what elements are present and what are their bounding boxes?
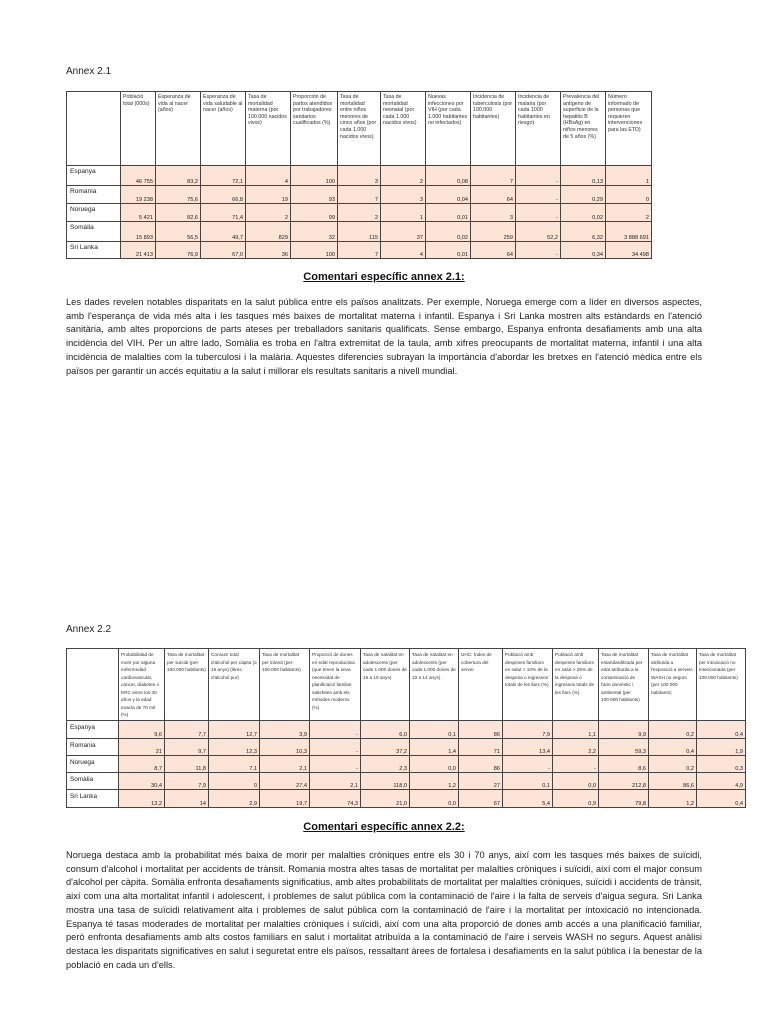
value-cell: 1,1: [553, 721, 599, 739]
annex-2-2-title: Annex 2.2: [66, 624, 112, 635]
value-cell: 27: [459, 773, 503, 790]
value-cell: 15 893: [121, 222, 156, 242]
column-header: Número informado de personas que requieren intervenciones para las ETD): [606, 92, 652, 166]
value-cell: 49,7: [201, 222, 246, 242]
value-cell: 75,6: [156, 186, 201, 204]
table-row: [67, 756, 746, 773]
value-cell: 1: [606, 166, 652, 186]
value-cell: 32: [291, 222, 338, 242]
value-cell: 0,34: [561, 242, 606, 259]
value-cell: 0,9: [553, 790, 599, 808]
value-cell: 7,7: [165, 721, 209, 739]
value-cell: 82,6: [156, 204, 201, 222]
value-cell: 1,2: [649, 790, 697, 808]
header-row: [67, 649, 746, 721]
value-cell: 0,1: [410, 721, 459, 739]
value-cell: 0,0: [410, 756, 459, 773]
value-cell: 2,2: [553, 739, 599, 756]
table-row: [67, 790, 746, 808]
annex-2-2-table: [66, 648, 746, 808]
column-header: Tasa de mortalitat per suïcidi (per 100.000 habitants): [165, 649, 209, 721]
annex-2-1-body: [67, 92, 652, 259]
table-row: [67, 739, 746, 756]
value-cell: 100: [291, 242, 338, 259]
value-cell: 34 498: [606, 242, 652, 259]
value-cell: 212,8: [599, 773, 649, 790]
value-cell: 71,4: [201, 204, 246, 222]
column-header: Taxa de mortalitat atribuïda a l'exposició a serveis WASH no segurs (per 100 000 habitants): [649, 649, 697, 721]
value-cell: 93: [291, 186, 338, 204]
value-cell: -: [516, 166, 561, 186]
value-cell: 1,2: [410, 773, 459, 790]
value-cell: 10,3: [260, 739, 310, 756]
value-cell: 21,0: [361, 790, 410, 808]
value-cell: 7,1: [209, 756, 260, 773]
value-cell: 0,4: [649, 739, 697, 756]
column-header: Probabilidad de morir por alguna enfermedad cardiovascular, cáncer, diabetes o ERC entre los 30 años y la edad exacta de 70 mil (%): [119, 649, 165, 721]
value-cell: 1,4: [410, 739, 459, 756]
value-cell: 74,3: [310, 790, 361, 808]
value-cell: 71: [459, 739, 503, 756]
value-cell: 56,5: [156, 222, 201, 242]
value-cell: 72,1: [201, 166, 246, 186]
column-header: [67, 649, 119, 721]
value-cell: 0: [209, 773, 260, 790]
value-cell: 64: [471, 186, 516, 204]
value-cell: 13,4: [503, 739, 553, 756]
column-header: Incidencia de tuberculosis (por 100.000 habitantes): [471, 92, 516, 166]
comment-2-2-text: Noruega destaca amb la probabilitat més baixa de morir per malalties cròniques entre els 30 i 70 anys, així com les tasques més baixes de suïcidi, consum d'alcohol i mortalitat per accidents de trànsit. Romania mostra altes tasas de mortalitat per malalties cròniques i suïcidi, així com el major consum d'alcohol per càpita. Somàlia enfronta desafiaments significatius, amb altes probabilitats de mortalitat per malalties cròniques, suïcidi i accidents de trànsit, així com una alta mortalitat infantil i adolescent, i problemes de salut pública com la contaminació de l'aire i la falta de serveis d'aigua segura. Sri Lanka mostra una tasa de suïcidi relativament alta i problemes de salut pública com la contaminació de l'aire i la mortalitat per intoxicació no intencionada. Espanya té tasas moderades de mortalitat per malalties cròniques i suïcidi, així com una alta proporció de dones amb accés a una planificació familiar, però enfronta desafiaments amb alts costos familiars en salut i mortalitat atribuïda a la contaminació de l'aire i serveis WASH no segurs. Aquest anàlisi destaca les disparitats significatives en salut i seguretat entre els països, ressaltant àrees de fortalesa i desafiaments en la salut pública i la benestar de la població en cada un d'ells.: [66, 850, 702, 970]
country-cell: Noruega: [67, 204, 121, 222]
value-cell: -: [310, 721, 361, 739]
value-cell: -: [516, 186, 561, 204]
table-row: [67, 186, 652, 204]
column-header: Població amb despeses familiars en salut > 25% de la despesa o ingressos totals de les llars (%): [553, 649, 599, 721]
value-cell: 0,29: [561, 186, 606, 204]
value-cell: 86: [459, 756, 503, 773]
value-cell: 3 888 691: [606, 222, 652, 242]
value-cell: -: [516, 242, 561, 259]
column-header: Nuevas infecciones por VIH (por cada 1.000 habitantes no infectados): [426, 92, 471, 166]
value-cell: -: [503, 756, 553, 773]
value-cell: 0,0: [410, 790, 459, 808]
value-cell: 0,0: [553, 773, 599, 790]
value-cell: 2,3: [361, 756, 410, 773]
column-header: [67, 92, 121, 166]
country-cell: Romania: [67, 739, 119, 756]
value-cell: 86,6: [649, 773, 697, 790]
value-cell: 27,4: [260, 773, 310, 790]
header-row: [67, 92, 652, 166]
value-cell: 7,9: [503, 721, 553, 739]
value-cell: 0: [606, 186, 652, 204]
value-cell: 7: [471, 166, 516, 186]
value-cell: 3: [338, 166, 381, 186]
value-cell: 99: [291, 204, 338, 222]
value-cell: -: [553, 756, 599, 773]
value-cell: 0,2: [649, 756, 697, 773]
table-row: [67, 204, 652, 222]
value-cell: 0,01: [426, 242, 471, 259]
value-cell: 12,7: [209, 721, 260, 739]
value-cell: 3,9: [260, 721, 310, 739]
value-cell: 829: [246, 222, 291, 242]
value-cell: 0,3: [697, 756, 746, 773]
value-cell: 30,4: [119, 773, 165, 790]
column-header: Proporció de dones en edat reproductiva (que tenen la seva necessitat de planificació familiar satisfetes amb els mètodes moderns (%): [310, 649, 361, 721]
value-cell: 14: [165, 790, 209, 808]
column-header: Incidencia de malaria (por cada 1000 habitantes en riesgo): [516, 92, 561, 166]
value-cell: 9,7: [165, 739, 209, 756]
value-cell: 0,02: [561, 204, 606, 222]
value-cell: 59,3: [599, 739, 649, 756]
value-cell: 7: [338, 186, 381, 204]
value-cell: 4: [381, 242, 426, 259]
value-cell: 83,2: [156, 166, 201, 186]
value-cell: 0,13: [561, 166, 606, 186]
value-cell: 6,32: [561, 222, 606, 242]
value-cell: 13,2: [119, 790, 165, 808]
value-cell: 66,8: [201, 186, 246, 204]
value-cell: 4,9: [697, 773, 746, 790]
value-cell: 2: [246, 204, 291, 222]
value-cell: 0,02: [426, 222, 471, 242]
value-cell: 0,4: [697, 790, 746, 808]
column-header: Prevalencia del antígeno de superficie de la hepatitis B (HBsAg) en niños menores de 5 años (%): [561, 92, 606, 166]
column-header: Taxa de natalitat en adolescents (per cada 1.000 dones de 15 a 19 anys): [361, 649, 410, 721]
table-row: [67, 222, 652, 242]
annex-2-2-body: [67, 649, 746, 808]
value-cell: 46 755: [121, 166, 156, 186]
value-cell: 5,4: [503, 790, 553, 808]
value-cell: 7,9: [165, 773, 209, 790]
value-cell: 2: [338, 204, 381, 222]
column-header: Taxa de mortalitat estandarditzada per edat atribuïda a la contaminació de l'aire domèstic i ambiental (per 100.000 habitants): [599, 649, 649, 721]
value-cell: 3: [471, 204, 516, 222]
column-header: Taxa de mortalitat per intoxicació no intencionada (per 100.000 habitants): [697, 649, 746, 721]
country-cell: Somàlia: [67, 222, 121, 242]
value-cell: 9,6: [119, 721, 165, 739]
value-cell: 6,0: [361, 721, 410, 739]
value-cell: 67,0: [201, 242, 246, 259]
column-header: Taxa de mortalitat per trànsit (per 100.000 habitants): [260, 649, 310, 721]
value-cell: 0,2: [649, 721, 697, 739]
value-cell: 259: [471, 222, 516, 242]
value-cell: 118,0: [361, 773, 410, 790]
column-header: Tasa de mortalidad neonatal (por cada 1.000 nacidos vivos): [381, 92, 426, 166]
column-header: Població total (000s): [121, 92, 156, 166]
value-cell: 0,1: [503, 773, 553, 790]
value-cell: -: [516, 204, 561, 222]
value-cell: 19 238: [121, 186, 156, 204]
value-cell: 0,01: [426, 204, 471, 222]
value-cell: 5 421: [121, 204, 156, 222]
value-cell: 86: [459, 721, 503, 739]
column-header: Taxa de natalitat en adolescents (per cada 1.000 dones de 10 a 14 anys): [410, 649, 459, 721]
comment-2-2-heading: Comentari específic annex 2.2:: [303, 821, 465, 833]
column-header: Esperanza de vida al nacer (años): [156, 92, 201, 166]
country-cell: Sri Lanka: [67, 242, 121, 259]
comment-2-1-heading: Comentari específic annex 2.1:: [303, 271, 465, 283]
comment-2-1-text: Les dades revelen notables disparitats en la salut pública entre els països analitzats. Per exemple, Noruega emerge com a líder en diversos aspectes, amb l'esperança de vida més alta i les tasques més baixes de mortalitat materna i infantil. Espanya i Sri Lanka mostren alts estàndards en l'atenció sanitària, amb altes proporcions de parts ateses per treballadors sanitaris qualificats. Sense embargo, Espanya enfronta desafiaments amb una alta incidència del VIH. Per un altre lado, Somàlia es troba en l'altra extremitat de la taula, amb xifres preocupants de mortalitat materna, infantil i una alta incidència de malalties com la tuberculosi i la malària. Aquestes diferencies subrayan la importància d'abordar les bretxes en l'atenció mèdica entre els països per garantir un accés equitatiu a la salut i millorar els resultats sanitaris a nivell mundial.: [66, 297, 702, 376]
value-cell: 21: [119, 739, 165, 756]
value-cell: 2: [606, 204, 652, 222]
column-header: Consum total d'alcohol per càpita (≥ 15 anys) (litres d'alcohol pur): [209, 649, 260, 721]
value-cell: 100: [291, 166, 338, 186]
value-cell: 3: [381, 186, 426, 204]
column-header: Població amb despeses familiars en salut > 10% de la despesa o ingressos totals de les llars (%): [503, 649, 553, 721]
column-header: Esperanza de vida saludable al nacer (años): [201, 92, 246, 166]
country-cell: Espanya: [67, 721, 119, 739]
table-row: [67, 166, 652, 186]
value-cell: 52,2: [516, 222, 561, 242]
value-cell: 115: [338, 222, 381, 242]
value-cell: 1: [381, 204, 426, 222]
value-cell: 9,9: [599, 721, 649, 739]
value-cell: 2: [381, 166, 426, 186]
value-cell: 19: [246, 186, 291, 204]
country-cell: Noruega: [67, 756, 119, 773]
value-cell: 37,2: [361, 739, 410, 756]
value-cell: 21 413: [121, 242, 156, 259]
value-cell: 37: [381, 222, 426, 242]
value-cell: 67: [459, 790, 503, 808]
value-cell: 76,9: [156, 242, 201, 259]
value-cell: 0,04: [426, 186, 471, 204]
table-row: [67, 721, 746, 739]
column-header: UHC: Índex de cobertura del servei: [459, 649, 503, 721]
country-cell: Sri Lanka: [67, 790, 119, 808]
value-cell: 79,8: [599, 790, 649, 808]
column-header: Tasa de mortalidad materna (por 100.000 nacidos vivos): [246, 92, 291, 166]
value-cell: 19,7: [260, 790, 310, 808]
country-cell: Somàlia: [67, 773, 119, 790]
value-cell: 0,4: [697, 721, 746, 739]
value-cell: 2,9: [209, 790, 260, 808]
column-header: Tasa de mortalidad entre niños menores de cinco años (por cada 1.000 nacidos vivos): [338, 92, 381, 166]
value-cell: 1,9: [697, 739, 746, 756]
annex-2-1-table: [66, 91, 652, 259]
column-header: Proporción de partos atendidos por trabajadores sanitarios cualificados (%): [291, 92, 338, 166]
value-cell: 11,8: [165, 756, 209, 773]
table-row: [67, 242, 652, 259]
value-cell: 64: [471, 242, 516, 259]
value-cell: 12,3: [209, 739, 260, 756]
country-cell: Espanya: [67, 166, 121, 186]
value-cell: 4: [246, 166, 291, 186]
country-cell: Romania: [67, 186, 121, 204]
value-cell: 2,1: [310, 773, 361, 790]
annex-2-1-title: Annex 2.1: [66, 66, 112, 77]
value-cell: -: [310, 756, 361, 773]
value-cell: 8,6: [599, 756, 649, 773]
value-cell: 2,1: [260, 756, 310, 773]
table-row: [67, 773, 746, 790]
value-cell: 0,08: [426, 166, 471, 186]
value-cell: -: [310, 739, 361, 756]
value-cell: 7: [338, 242, 381, 259]
value-cell: 8,7: [119, 756, 165, 773]
value-cell: 36: [246, 242, 291, 259]
